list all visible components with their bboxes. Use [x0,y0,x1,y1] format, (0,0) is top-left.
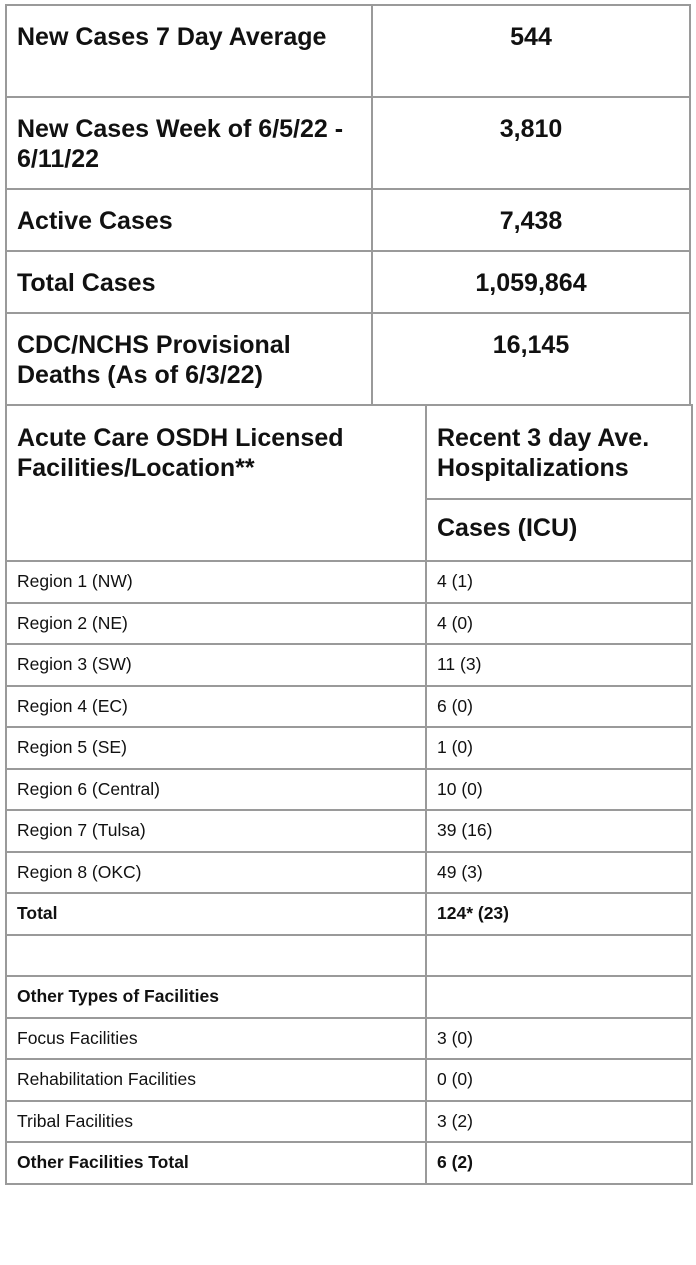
row-label: Region 2 (NE) [6,603,426,645]
hospitalizations-header: Recent 3 day Ave. Hospitalizations [426,405,692,499]
row-value: 3 (0) [426,1018,692,1060]
row-value: 1 (0) [426,727,692,769]
table-row [6,561,692,603]
total-row [6,893,692,935]
row-value: 4 (1) [426,561,692,603]
row-label: Region 8 (OKC) [6,852,426,894]
summary-value: 16,145 [372,313,690,405]
summary-label: CDC/NCHS Provisional Deaths (As of 6/3/22) [6,313,372,405]
row-value: 6 (2) [426,1142,692,1184]
table-row [6,1059,692,1101]
summary-value: 3,810 [372,97,690,189]
summary-row [6,5,690,97]
row-value: 11 (3) [426,644,692,686]
summary-label: Total Cases [6,251,372,313]
summary-row [6,313,690,405]
table-row [6,686,692,728]
row-value: 124* (23) [426,893,692,935]
row-label: Region 3 (SW) [6,644,426,686]
covid-summary-table [5,4,691,406]
row-value [426,976,692,1018]
row-value: 6 (0) [426,686,692,728]
summary-label: New Cases Week of 6/5/22 - 6/11/22 [6,97,372,189]
total-row [6,1142,692,1184]
summary-value: 544 [372,5,690,97]
summary-label: New Cases 7 Day Average [6,5,372,97]
table-row [6,810,692,852]
row-label: Focus Facilities [6,1018,426,1060]
row-value: 39 (16) [426,810,692,852]
table-row [6,1018,692,1060]
row-label: Region 1 (NW) [6,561,426,603]
summary-row [6,251,690,313]
cases-icu-header: Cases (ICU) [426,499,692,561]
row-label: Other Types of Facilities [6,976,426,1018]
row-value: 0 (0) [426,1059,692,1101]
row-label: Tribal Facilities [6,1101,426,1143]
facilities-header: Acute Care OSDH Licensed Facilities/Location** [6,405,426,561]
summary-row [6,189,690,251]
summary-label: Active Cases [6,189,372,251]
table-row [6,852,692,894]
empty-row [6,935,692,977]
row-value [426,935,692,977]
table-row [6,769,692,811]
row-value: 49 (3) [426,852,692,894]
hospitalization-header-row [6,405,692,499]
section-row [6,976,692,1018]
row-value: 3 (2) [426,1101,692,1143]
row-value: 10 (0) [426,769,692,811]
row-label: Other Facilities Total [6,1142,426,1184]
row-label: Region 6 (Central) [6,769,426,811]
summary-value: 7,438 [372,189,690,251]
summary-value: 1,059,864 [372,251,690,313]
row-label: Total [6,893,426,935]
table-row [6,727,692,769]
row-label: Region 5 (SE) [6,727,426,769]
table-row [6,1101,692,1143]
row-label: Region 4 (EC) [6,686,426,728]
hospitalization-table [5,404,693,1185]
table-row [6,603,692,645]
row-label: Region 7 (Tulsa) [6,810,426,852]
table-row [6,644,692,686]
row-label: Rehabilitation Facilities [6,1059,426,1101]
summary-row [6,97,690,189]
row-value: 4 (0) [426,603,692,645]
row-label [6,935,426,977]
